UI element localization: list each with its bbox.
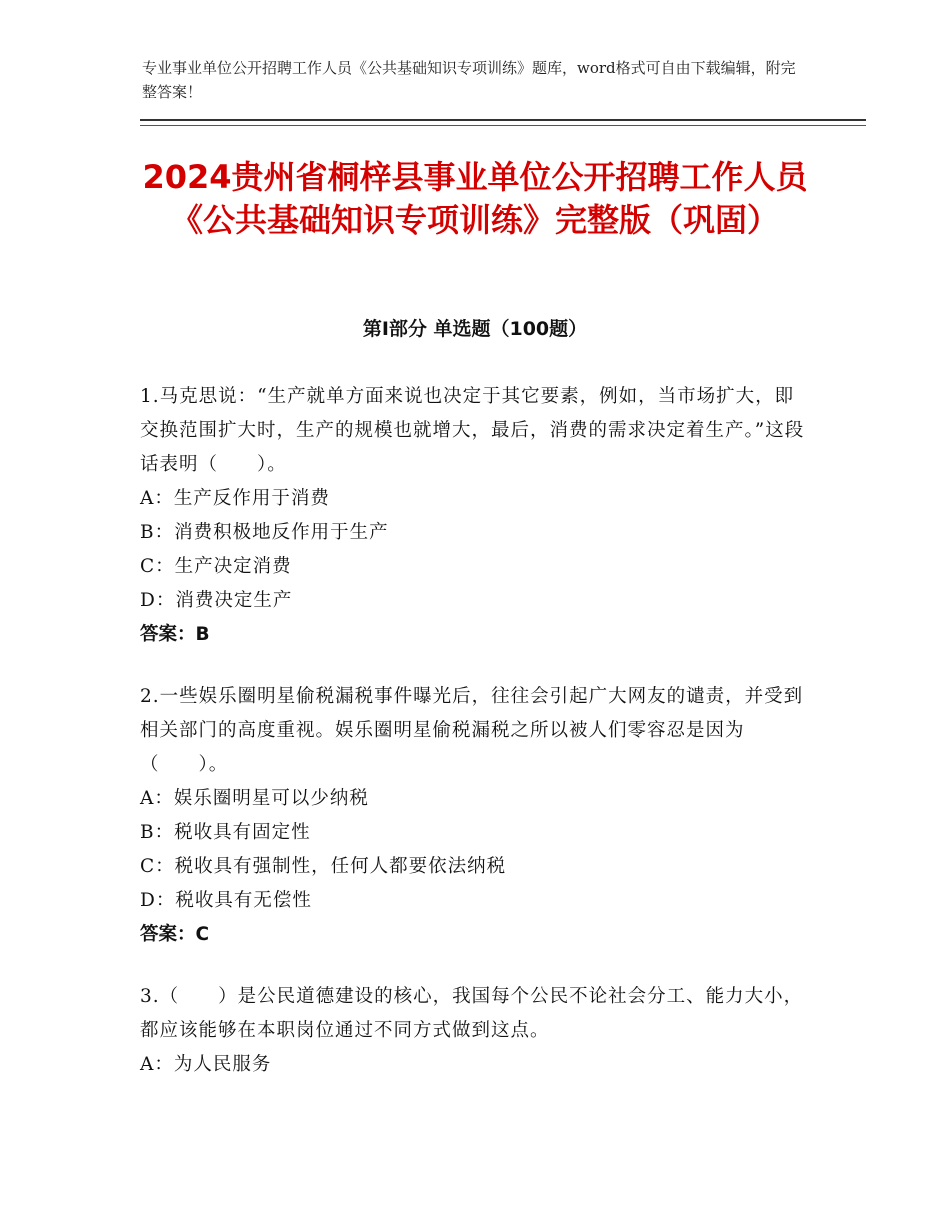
option-c: C：税收具有强制性，任何人都要依法纳税 [140,856,507,877]
question-stem: 2.一些娱乐圈明星偷税漏税事件曝光后，往往会引起广大网友的谴责，并受到相关部门的高度重视。娱乐圈明星偷税漏税之所以被人们零容忍是因为（ ）。 [140,686,804,775]
header-note: 专业事业单位公开招聘工作人员《公共基础知识专项训练》题库，word格式可自由下载编辑，附完整答案！ [142,59,796,101]
option-a: A：生产反作用于消费 [140,488,330,509]
header-divider [140,119,866,121]
answer: 答案：C [140,924,210,945]
question-1 [140,380,810,652]
question-stem: 1.马克思说：“生产就单方面来说也决定于其它要素，例如，当市场扩大，即交换范围扩大时，生产的规模也就增大，最后，消费的需求决定着生产。”这段话表明（ ）。 [140,386,805,475]
option-d: D：税收具有无偿性 [140,890,312,911]
option-a: A：为人民服务 [140,1054,272,1075]
answer: 答案：B [140,624,210,645]
question-2 [140,680,810,952]
question-3 [140,980,810,1082]
question-list [140,380,810,1110]
option-a: A：娱乐圈明星可以少纳税 [140,788,369,809]
header-divider-thin [140,125,866,126]
option-d: D：消费决定生产 [140,590,293,611]
question-stem: 3.（ ）是公民道德建设的核心，我国每个公民不论社会分工、能力大小，都应该能够在本职岗位通过不同方式做到这点。 [140,986,804,1041]
document-title: 2024贵州省桐梓县事业单位公开招聘工作人员《公共基础知识专项训练》完整版（巩固） [142,158,808,239]
option-c: C：生产决定消费 [140,556,292,577]
section-title: 第Ⅰ部分 单选题（100题） [362,318,588,340]
option-b: B：税收具有固定性 [140,822,311,843]
option-b: B：消费积极地反作用于生产 [140,522,389,543]
